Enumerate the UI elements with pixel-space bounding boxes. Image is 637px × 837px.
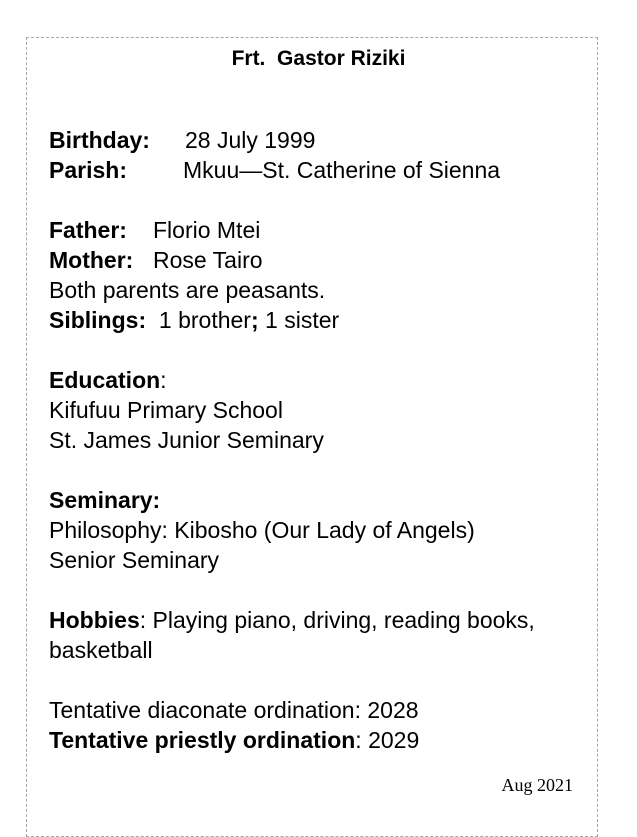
footer-date: Aug 2021	[501, 775, 573, 795]
education-item: Kifufuu Primary School	[49, 397, 283, 423]
spacer	[49, 665, 594, 695]
birthday-value: 28 July 1999	[185, 127, 316, 153]
siblings-row	[49, 305, 594, 335]
priestly-value: : 2029	[355, 727, 420, 753]
father-value: Florio Mtei	[153, 217, 261, 243]
siblings-value-2: 1 sister	[258, 307, 340, 333]
hobbies-label: Hobbies	[49, 607, 140, 633]
hobbies-row	[49, 605, 594, 665]
parish-value: Mkuu—St. Catherine of Sienna	[183, 157, 501, 183]
parish-row	[49, 155, 594, 185]
mother-label: Mother:	[49, 247, 134, 273]
hobbies-value: : Playing piano, driving, reading books, basketball	[49, 607, 535, 663]
seminary-item: Philosophy: Kibosho (Our Lady of Angels)	[49, 517, 475, 543]
siblings-label: Siblings:	[49, 307, 147, 333]
diaconate-row: Tentative diaconate ordination: 2028	[49, 697, 419, 723]
education-item: St. James Junior Seminary	[49, 427, 324, 453]
spacer	[49, 185, 594, 215]
parish-label: Parish:	[49, 157, 127, 183]
birthday-row	[49, 125, 594, 155]
education-label: Education	[49, 367, 161, 393]
birthday-label: Birthday:	[49, 127, 150, 153]
profile-content	[49, 125, 594, 755]
spacer	[49, 335, 594, 365]
parents-note: Both parents are peasants.	[49, 277, 326, 303]
father-row	[49, 215, 594, 245]
page-title: Frt. Gastor Riziki	[231, 47, 406, 70]
education-heading	[49, 365, 594, 395]
spacer	[49, 455, 594, 485]
priestly-label: Tentative priestly ordination	[49, 727, 356, 753]
spacer	[49, 575, 594, 605]
education-colon: :	[160, 367, 167, 393]
mother-row	[49, 245, 594, 275]
siblings-value-1: 1 brother	[158, 307, 251, 333]
seminary-heading: Seminary:	[49, 487, 161, 513]
siblings-separator: ;	[250, 307, 259, 333]
priestly-row	[49, 725, 594, 755]
father-label: Father:	[49, 217, 127, 243]
mother-value: Rose Tairo	[153, 247, 263, 273]
seminary-item: Senior Seminary	[49, 547, 220, 573]
